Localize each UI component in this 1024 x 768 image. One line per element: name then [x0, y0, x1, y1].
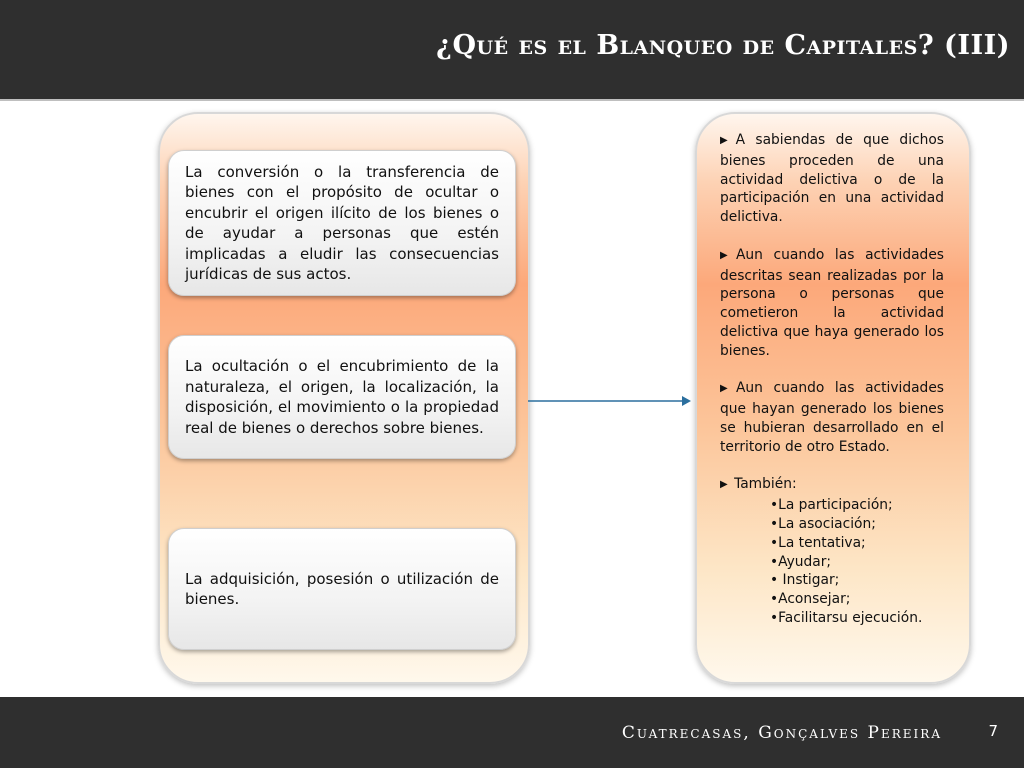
list-item: •La asociación;	[770, 515, 876, 532]
title-main: Qué es el Blanqueo de Capitales?	[452, 30, 935, 61]
definition-card-acquisition	[168, 528, 516, 650]
also-heading: ▶ También:	[720, 476, 797, 493]
condition-knowledge: ▶ A sabiendas de que dichos bienes proceden de una actividad delictiva o de la participación en una actividad delictiva.	[720, 132, 944, 226]
slide-title	[436, 30, 1010, 61]
condition-other-state: ▶ Aun cuando las actividades que hayan generado los bienes se hubieran desarrollado en el territorio de otro Estado.	[720, 380, 944, 455]
footer-bar	[0, 697, 1024, 768]
triangle-right-icon: ▶	[720, 383, 734, 395]
title-prefix: ¿	[436, 30, 453, 61]
card-text: La adquisición, posesión o utilización de bienes.	[185, 569, 499, 608]
list-item: •La participación;	[770, 497, 893, 514]
list-item: •Facilitarsu ejecución.	[770, 609, 923, 626]
card-text: La conversión o la transferencia de bienes con el propósito de ocultar o encubrir el origen ilícito de los bienes o de ayudar a personas que estén implicadas a eludir las consecuencias jurídicas de sus actos.	[185, 162, 499, 283]
card-text: La ocultación o el encubrimiento de la naturaleza, el origen, la localización, la disposición, el movimiento o la propiedad real de bienes o derechos sobre bienes.	[185, 357, 499, 437]
header-divider	[0, 99, 1024, 101]
condition-same-persons: ▶ Aun cuando las actividades descritas sean realizadas por la persona o personas que cometieron la actividad delictiva que haya generado los bienes.	[720, 246, 944, 359]
header-bar	[0, 0, 1024, 99]
triangle-right-icon: ▶	[720, 135, 734, 146]
triangle-right-icon: ▶	[720, 479, 728, 491]
triangle-right-icon: ▶	[720, 249, 734, 261]
page-number: 7	[988, 722, 998, 740]
list-item: •Aconsejar;	[770, 591, 851, 608]
title-suffix: (III)	[934, 30, 1010, 61]
company-name: Cuatrecasas, Gonçalves Pereira	[621, 723, 942, 743]
conditions-list	[720, 131, 944, 628]
list-item: •La tentativa;	[770, 534, 866, 551]
list-item: •Ayudar;	[770, 553, 832, 570]
definition-card-concealment	[168, 335, 516, 459]
arrow-right-icon	[528, 394, 692, 408]
list-item: • Instigar;	[770, 572, 840, 589]
definition-card-conversion	[168, 150, 516, 296]
